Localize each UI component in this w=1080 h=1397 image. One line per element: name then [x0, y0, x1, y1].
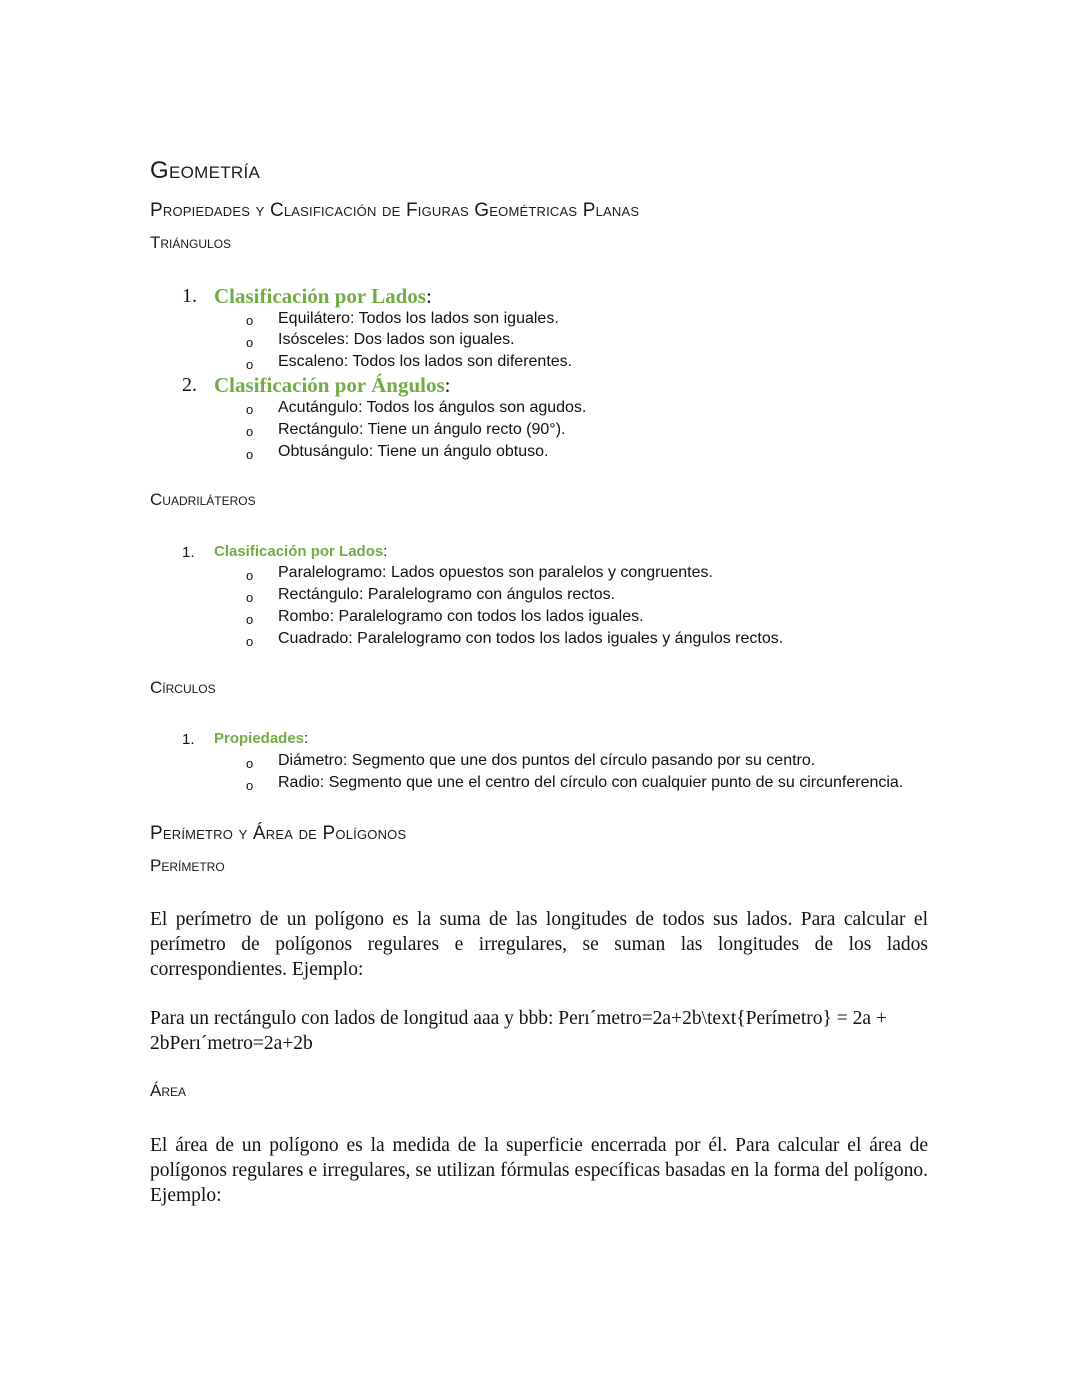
bullet-icon: o	[246, 335, 254, 350]
quadrilaterals-sides-heading	[214, 543, 387, 560]
list-number: 1.	[182, 731, 195, 748]
list-number: 1.	[182, 544, 195, 561]
list-item: Rectángulo: Paralelogramo con ángulos rectos.	[278, 586, 616, 603]
list-number: 2.	[182, 374, 197, 396]
subsection-heading-triangles: Triángulos	[150, 233, 232, 252]
bullet-icon: o	[246, 568, 254, 583]
colon: :	[425, 284, 432, 308]
perimeter-example: Para un rectángulo con lados de longitud aaa y bbb: Perı´metro=2a+2b\text{Perímetro} = 2a + 2bPerı´metro=2a+2b	[150, 1008, 887, 1054]
page-title: Geometría	[150, 157, 261, 184]
list-item: Diámetro: Segmento que une dos puntos del círculo pasando por su centro.	[278, 752, 816, 769]
subsection-heading-perimeter: Perímetro	[150, 856, 225, 875]
classification-label: Clasificación por Ángulos	[214, 373, 445, 397]
bullet-icon: o	[246, 402, 254, 417]
subsection-heading-quadrilaterals: Cuadriláteros	[150, 490, 256, 509]
colon: :	[304, 730, 309, 747]
list-item: Rectángulo: Tiene un ángulo recto (90°).	[278, 421, 566, 438]
bullet-icon: o	[246, 756, 254, 771]
bullet-icon: o	[246, 612, 254, 627]
colon: :	[444, 373, 451, 397]
list-item: Rombo: Paralelogramo con todos los lados iguales.	[278, 608, 644, 625]
section-heading-perimeter-area: Perímetro y Área de Polígonos	[150, 823, 407, 844]
bullet-icon: o	[246, 357, 254, 372]
list-item: Radio: Segmento que une el centro del círculo con cualquier punto de su circunferencia.	[278, 774, 904, 791]
section-heading-properties: Propiedades y Clasificación de Figuras Geométricas Planas	[150, 200, 640, 221]
bullet-icon: o	[246, 778, 254, 793]
subsection-heading-area: Área	[150, 1081, 187, 1100]
bullet-icon: o	[246, 424, 254, 439]
bullet-icon: o	[246, 590, 254, 605]
bullet-icon: o	[246, 313, 254, 328]
properties-label: Propiedades	[214, 730, 305, 747]
area-paragraph: El área de un polígono es la medida de la superficie encerrada por él. Para calcular el área de polígonos regulares e irregulares, se utilizan fórmulas específicas basadas en la forma del polígono. Ejemplo:	[150, 1135, 928, 1206]
list-number: 1.	[182, 285, 197, 307]
circles-properties-heading	[214, 730, 308, 747]
list-item: Isósceles: Dos lados son iguales.	[278, 331, 515, 348]
classification-label: Clasificación por Lados	[214, 543, 384, 560]
list-item: Cuadrado: Paralelogramo con todos los lados iguales y ángulos rectos.	[278, 630, 784, 647]
triangles-angles-heading	[214, 373, 451, 398]
list-item: Paralelogramo: Lados opuestos son paralelos y congruentes.	[278, 564, 713, 581]
list-item: Escaleno: Todos los lados son diferentes.	[278, 353, 573, 370]
triangles-sides-heading	[214, 284, 432, 309]
colon: :	[383, 543, 388, 560]
bullet-icon: o	[246, 447, 254, 462]
subsection-heading-circles: Círculos	[150, 678, 216, 697]
list-item: Obtusángulo: Tiene un ángulo obtuso.	[278, 443, 549, 460]
bullet-icon: o	[246, 634, 254, 649]
perimeter-paragraph: El perímetro de un polígono es la suma de las longitudes de todos sus lados. Para calcular el perímetro de polígonos regulares e irregulares, se suman las longitudes de los lados correspondientes. Ejemplo:	[150, 909, 928, 980]
list-item: Acutángulo: Todos los ángulos son agudos.	[278, 399, 587, 416]
classification-label: Clasificación por Lados	[214, 284, 426, 308]
list-item: Equilátero: Todos los lados son iguales.	[278, 310, 559, 327]
